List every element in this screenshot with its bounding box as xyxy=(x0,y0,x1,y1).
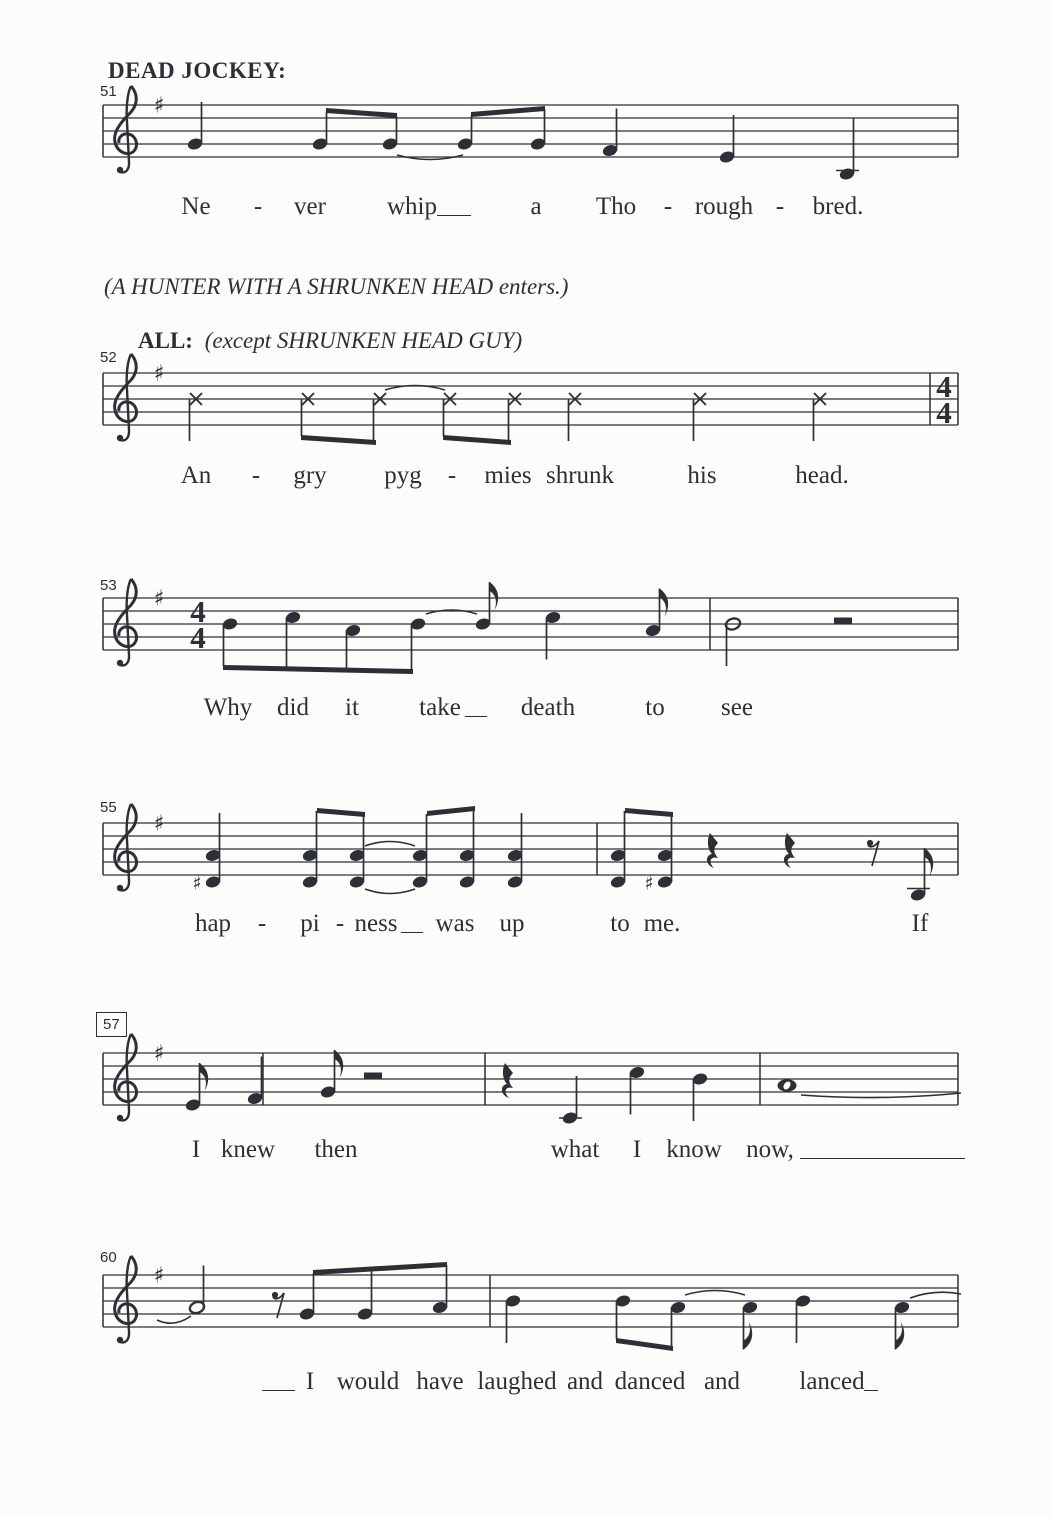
lyric-syllable: - xyxy=(251,462,261,489)
lyric-syllable: ver xyxy=(294,193,326,220)
stage-direction: (A HUNTER WITH A SHRUNKEN HEAD enters.) xyxy=(104,274,569,299)
half-rest-icon xyxy=(364,1073,382,1080)
lyric-syllable: - xyxy=(253,193,263,220)
tie xyxy=(801,1093,961,1098)
eighth-flag-icon xyxy=(744,1322,753,1350)
lyric-syllable: pi xyxy=(300,910,320,937)
time-signature: 4 xyxy=(936,395,952,430)
lyric-syllable: I xyxy=(632,1136,642,1163)
lyric-syllable: gry xyxy=(293,462,327,489)
lyric-syllable: now, xyxy=(746,1136,794,1163)
lyric-syllable: to xyxy=(645,694,665,721)
lyric-syllable: I xyxy=(305,1368,315,1395)
eighth-flag-icon xyxy=(335,1050,344,1078)
lyric-syllable: up xyxy=(499,910,525,937)
staff-system-51 xyxy=(95,70,975,210)
time-signature: 4 xyxy=(190,620,206,655)
lyric-syllable: then xyxy=(314,1136,358,1163)
speaker-name: ALL: xyxy=(138,328,193,353)
lyric-syllable: - xyxy=(257,910,267,937)
beam xyxy=(301,435,376,445)
half-rest-icon xyxy=(834,618,852,625)
speaker-label-dead-jockey: DEAD JOCKEY: xyxy=(108,58,287,83)
lyric-syllable: - xyxy=(663,193,673,220)
lyric-syllable: me. xyxy=(643,910,681,937)
lyric-syllable: it xyxy=(345,694,359,721)
lyric-syllable: pyg xyxy=(384,462,422,489)
sharp-icon: ♯ xyxy=(153,1263,165,1289)
eighth-flag-icon xyxy=(660,589,669,617)
measure-number: 53 xyxy=(100,577,117,594)
sharp-icon: ♯ xyxy=(153,93,165,119)
tie xyxy=(365,842,415,847)
notehead xyxy=(188,1300,205,1315)
lyric-syllable: and xyxy=(703,1368,741,1395)
staff-system-53 xyxy=(95,563,975,703)
lyric-syllable: An xyxy=(180,462,212,489)
lyric-extender xyxy=(401,932,423,933)
beam xyxy=(625,808,673,817)
lyric-syllable: lanced xyxy=(799,1368,865,1395)
lyric-syllable: was xyxy=(435,910,475,937)
beam xyxy=(443,435,511,445)
lyric-syllable: Ne xyxy=(181,193,211,220)
beam xyxy=(223,665,413,674)
beam xyxy=(427,806,475,816)
lyric-syllable: mies xyxy=(484,462,532,489)
lyric-syllable: and xyxy=(566,1368,604,1395)
sharp-icon: ♯ xyxy=(153,586,165,612)
lyric-extender xyxy=(465,716,487,717)
tie xyxy=(910,1292,961,1298)
lyric-syllable: bred. xyxy=(812,193,864,220)
beam xyxy=(326,108,397,118)
lyric-syllable: I xyxy=(191,1136,201,1163)
quarter-rest-icon xyxy=(784,833,795,868)
lyric-syllable: - xyxy=(775,193,785,220)
measure-number: 55 xyxy=(100,799,117,816)
eighth-flag-icon xyxy=(200,1063,209,1091)
lyric-syllable: take xyxy=(419,694,461,721)
lyric-syllable: what xyxy=(550,1136,600,1163)
lyric-syllable: If xyxy=(911,910,929,937)
beam xyxy=(317,808,365,817)
eighth-flag-icon xyxy=(896,1322,905,1350)
lyric-extender xyxy=(262,1390,295,1391)
sharp-icon: ♯ xyxy=(153,1041,165,1067)
lyric-syllable: danced xyxy=(614,1368,686,1395)
lyric-extender xyxy=(800,1158,965,1159)
sharp-icon: ♯ xyxy=(644,872,654,895)
lyric-syllable: his xyxy=(687,462,717,489)
lyric-syllable: see xyxy=(721,694,753,721)
staff-system-55 xyxy=(95,788,975,928)
lyric-syllable: whip xyxy=(387,193,437,220)
sharp-icon: ♯ xyxy=(153,361,165,387)
lyric-syllable: head. xyxy=(795,462,849,489)
lyric-syllable: rough xyxy=(694,193,754,220)
beam xyxy=(313,1262,447,1275)
measure-number: 52 xyxy=(100,349,117,366)
staff-system-60 xyxy=(95,1240,975,1380)
lyric-syllable: a xyxy=(530,193,542,220)
speaker-qualifier: (except SHRUNKEN HEAD GUY) xyxy=(204,328,523,353)
staff-system-52 xyxy=(95,338,975,478)
measure-number: 60 xyxy=(100,1249,117,1266)
beam xyxy=(471,106,545,117)
sharp-icon: ♯ xyxy=(192,872,202,895)
quarter-rest-icon xyxy=(707,833,718,868)
lyric-syllable: - xyxy=(335,910,345,937)
lyric-syllable: ness xyxy=(354,910,398,937)
lyric-syllable: shrunk xyxy=(545,462,615,489)
lyric-syllable: laughed xyxy=(477,1368,557,1395)
measure-number: 57 xyxy=(96,1012,127,1037)
lyric-extender xyxy=(437,215,471,216)
measure-number: 51 xyxy=(100,83,117,100)
tie xyxy=(685,1291,745,1296)
lyric-syllable: hap xyxy=(194,910,232,937)
tie xyxy=(157,1316,191,1323)
lyric-syllable: death xyxy=(520,694,576,721)
lyric-syllable: to xyxy=(610,910,630,937)
time-signature: 4 xyxy=(190,594,206,629)
lyric-syllable: did xyxy=(277,694,309,721)
lyric-syllable: - xyxy=(447,462,457,489)
eighth-flag-icon xyxy=(490,582,499,610)
lyric-syllable: Why xyxy=(203,694,253,721)
lyric-syllable: know xyxy=(666,1136,722,1163)
lyric-extender xyxy=(864,1390,878,1391)
tie xyxy=(365,889,415,894)
time-signature: 4 xyxy=(936,369,952,404)
lyric-syllable: would xyxy=(336,1368,400,1395)
quarter-rest-icon xyxy=(502,1063,513,1098)
sharp-icon: ♯ xyxy=(153,811,165,837)
lyric-syllable: Tho xyxy=(595,193,637,220)
beam xyxy=(616,1338,673,1351)
lyric-syllable: have xyxy=(416,1368,464,1395)
lyric-syllable: knew xyxy=(220,1136,276,1163)
